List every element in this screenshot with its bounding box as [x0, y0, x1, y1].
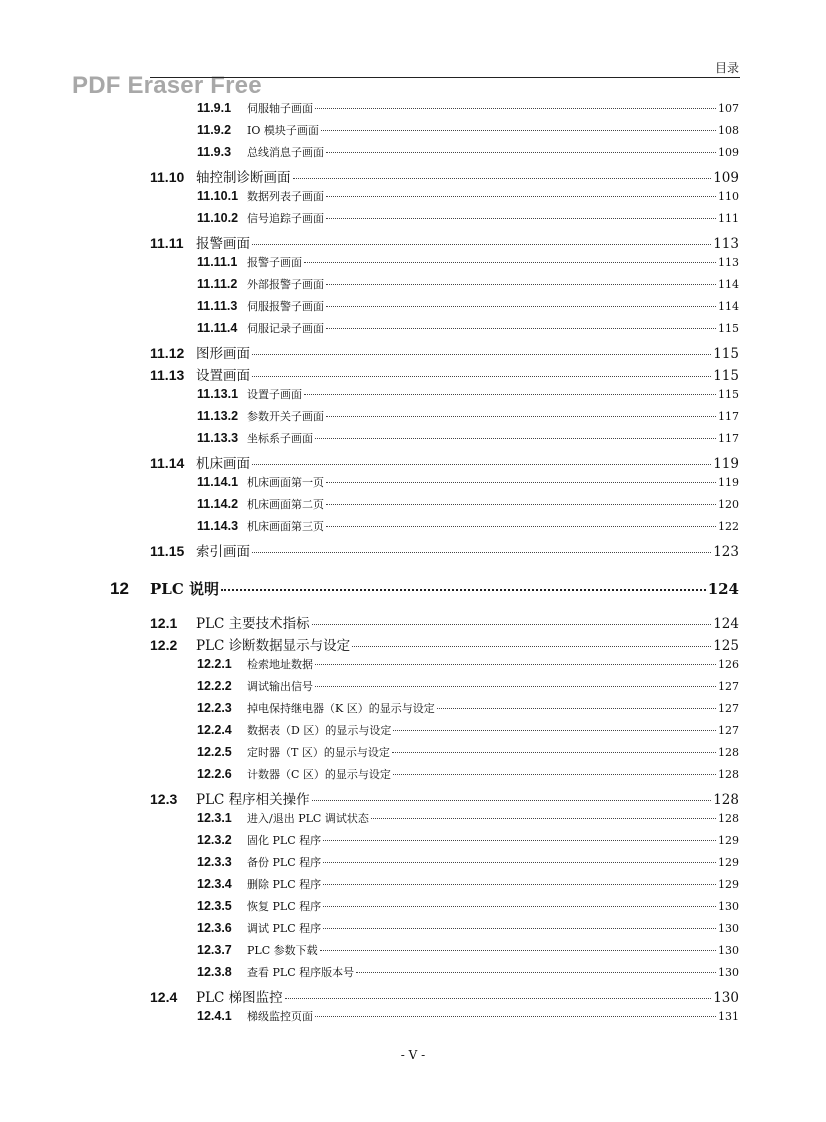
dot-leader	[326, 504, 716, 505]
toc-entry-title: PLC 主要技术指标	[196, 616, 310, 632]
toc-entry[interactable]	[197, 320, 739, 336]
toc-entry-title: PLC 梯图监控	[196, 990, 283, 1006]
dot-leader	[252, 552, 711, 553]
toc-entry[interactable]	[197, 700, 739, 716]
toc-entry[interactable]	[150, 166, 739, 186]
toc-entry[interactable]	[197, 100, 739, 116]
toc-entry[interactable]	[150, 612, 739, 632]
dot-leader	[326, 416, 716, 417]
toc-entry-title: 参数开关子画面	[247, 410, 324, 423]
toc-entry-title: 索引画面	[196, 544, 250, 560]
toc-entry-title: 设置画面	[196, 368, 250, 384]
toc-entry-page: 114	[718, 278, 739, 291]
toc-entry[interactable]	[197, 298, 739, 314]
dot-leader	[393, 730, 716, 731]
toc-entry-title: PLC 说明	[150, 580, 219, 598]
toc-entry-title: PLC 参数下载	[247, 944, 318, 957]
dot-leader	[326, 306, 716, 307]
toc-entry-number: 12.3.6	[197, 921, 232, 935]
toc-entry[interactable]	[150, 788, 739, 808]
toc-entry[interactable]	[197, 766, 739, 782]
toc-entry-title: PLC 诊断数据显示与设定	[196, 638, 351, 654]
toc-entry[interactable]	[110, 578, 739, 599]
toc-entry-number: 12.3.2	[197, 833, 232, 847]
toc-entry-title: 调试输出信号	[247, 680, 313, 693]
toc-entry-title: 机床画面第三页	[247, 520, 324, 533]
dot-leader	[437, 708, 716, 709]
toc-entry-number: 11.9.3	[197, 145, 232, 159]
toc-entry-page: 126	[718, 658, 739, 671]
toc-entry-number: 12.2.3	[197, 701, 232, 715]
toc-entry-number: 12.3.8	[197, 965, 232, 979]
header-rule	[150, 77, 740, 78]
dot-leader	[315, 1016, 716, 1017]
toc-entry-page: 130	[718, 922, 739, 935]
dot-leader	[323, 906, 716, 907]
toc-entry-title: 数据表（D 区）的显示与设定	[247, 724, 392, 737]
toc-entry-title: IO 模块子画面	[247, 124, 319, 137]
toc-entry-page: 113	[718, 256, 739, 269]
toc-entry-page: 128	[718, 812, 739, 825]
toc-entry-page: 117	[718, 410, 739, 423]
toc-entry-title: 信号追踪子画面	[247, 212, 324, 225]
dot-leader	[326, 526, 716, 527]
header-title: 目录	[714, 61, 739, 75]
toc-entry-number: 11.11.1	[197, 255, 238, 269]
toc-entry[interactable]	[197, 832, 739, 848]
toc-entry-page: 108	[718, 124, 739, 137]
toc-entry-page: 131	[718, 1010, 739, 1023]
toc-entry-page: 120	[718, 498, 739, 511]
footer-page-number: - V -	[400, 1048, 426, 1062]
toc-entry-title: 调试 PLC 程序	[247, 922, 322, 935]
toc-entry-page: 129	[718, 834, 739, 847]
toc-entry-page: 127	[718, 724, 739, 737]
toc-entry-page: 130	[713, 990, 739, 1006]
dot-leader	[252, 464, 711, 465]
toc-entry-page: 124	[707, 580, 739, 598]
toc-entry-title: 机床画面第一页	[247, 476, 324, 489]
toc-entry-number: 11.13.1	[197, 387, 239, 401]
toc-entry-number: 11.13.2	[197, 409, 239, 423]
dot-leader	[352, 646, 711, 647]
toc-entry-title: 梯级监控页面	[247, 1010, 313, 1023]
dot-leader	[326, 152, 716, 153]
toc-entry-page: 130	[718, 944, 739, 957]
toc-entry-number: 12.3.4	[197, 877, 232, 891]
toc-entry[interactable]	[150, 232, 739, 252]
dot-leader	[312, 624, 712, 625]
toc-entry[interactable]	[197, 744, 739, 760]
toc-entry-title: 报警画面	[196, 236, 250, 252]
toc-entry-number: 11.14.2	[197, 497, 239, 511]
toc-entry-title: 进入/退出 PLC 调试状态	[247, 812, 369, 825]
toc-entry-number: 12.2.2	[197, 679, 232, 693]
toc-entry-number: 11.14.1	[197, 475, 239, 489]
toc-entry-page: 127	[718, 680, 739, 693]
toc-entry-title: 伺服记录子画面	[247, 322, 324, 335]
dot-leader	[356, 972, 716, 973]
dot-leader	[323, 840, 716, 841]
toc-entry-page: 123	[713, 544, 739, 560]
toc-entry-title: 数据列表子画面	[247, 190, 324, 203]
toc-entry-number: 11.13.3	[197, 431, 239, 445]
toc-entry[interactable]	[197, 810, 739, 826]
toc-entry-number: 11.9.1	[197, 101, 232, 115]
toc-entry-title: 轴控制诊断画面	[196, 170, 291, 186]
toc-entry[interactable]	[197, 430, 739, 446]
toc-entry[interactable]	[197, 408, 739, 424]
toc-entry-title: 定时器（T 区）的显示与设定	[247, 746, 390, 759]
toc-entry-page: 128	[718, 746, 739, 759]
dot-leader	[315, 686, 716, 687]
toc-entry-page: 125	[713, 638, 739, 654]
toc-entry[interactable]	[197, 722, 739, 738]
dot-leader	[321, 130, 716, 131]
toc-entry-page: 129	[718, 856, 739, 869]
toc-entry-number: 11.11.4	[197, 321, 238, 335]
dot-leader	[312, 800, 712, 801]
toc-entry[interactable]	[197, 920, 739, 936]
dot-leader	[323, 884, 716, 885]
toc-entry[interactable]	[197, 496, 739, 512]
toc-entry-title: PLC 程序相关操作	[196, 792, 310, 808]
toc-entry[interactable]	[150, 634, 739, 654]
toc-entry[interactable]	[197, 144, 739, 160]
toc-entry[interactable]	[197, 254, 739, 270]
toc-entry-title: 检索地址数据	[247, 658, 313, 671]
dot-leader	[304, 394, 716, 395]
toc-entry[interactable]	[197, 1008, 739, 1024]
toc-entry-number: 11.15	[150, 543, 185, 559]
toc-entry-title: 计数器（C 区）的显示与设定	[247, 768, 391, 781]
toc-entry-number: 11.14	[150, 455, 185, 471]
dot-leader	[315, 108, 716, 109]
toc-entry[interactable]	[197, 210, 739, 226]
toc-entry[interactable]	[197, 942, 739, 958]
toc-entry[interactable]	[197, 898, 739, 914]
toc-entry[interactable]	[150, 342, 739, 362]
dot-leader	[323, 928, 716, 929]
toc-entry[interactable]	[197, 122, 739, 138]
toc-entry-title: 查看 PLC 程序版本号	[247, 966, 355, 979]
toc-entry[interactable]	[197, 188, 739, 204]
toc-entry[interactable]	[197, 656, 739, 672]
toc-entry-title: 坐标系子画面	[247, 432, 313, 445]
dot-leader	[326, 196, 716, 197]
toc-entry-number: 12.3.3	[197, 855, 232, 869]
toc-entry-page: 109	[713, 170, 739, 186]
dot-leader	[252, 354, 711, 355]
toc-entry-page: 111	[718, 212, 739, 225]
toc-entry-title: 总线消息子画面	[247, 146, 324, 159]
toc-entry-page: 107	[718, 102, 739, 115]
toc-entry-number: 12.4.1	[197, 1009, 232, 1023]
toc-entry-page: 113	[713, 236, 739, 252]
toc-entry-page: 115	[718, 322, 739, 335]
toc-entry-number: 12.2	[150, 637, 178, 653]
dot-leader	[315, 438, 716, 439]
dot-leader	[320, 950, 716, 951]
toc-entry-title: 设置子画面	[247, 388, 302, 401]
dot-leader	[393, 774, 716, 775]
toc-entry-number: 12.3	[150, 791, 178, 807]
dot-leader	[304, 262, 716, 263]
toc-entry-page: 115	[718, 388, 739, 401]
toc-entry-number: 12.4	[150, 989, 178, 1005]
dot-leader	[326, 328, 716, 329]
toc-entry-number: 12.2.1	[197, 657, 232, 671]
toc-entry-page: 109	[718, 146, 739, 159]
toc-entry-title: 机床画面第二页	[247, 498, 324, 511]
toc-entry-page: 128	[718, 768, 739, 781]
toc-entry-page: 130	[718, 900, 739, 913]
toc-entry-number: 12.2.5	[197, 745, 232, 759]
toc-entry-page: 130	[718, 966, 739, 979]
toc-entry-title: 机床画面	[196, 456, 250, 472]
toc-entry-number: 12.3.7	[197, 943, 232, 957]
dot-leader	[315, 664, 716, 665]
toc-entry-number: 12.3.1	[197, 811, 232, 825]
toc-entry-title: 外部报警子画面	[247, 278, 324, 291]
toc-entry[interactable]	[197, 876, 739, 892]
toc-entry-number: 12.2.4	[197, 723, 232, 737]
toc-entry-number: 12.3.5	[197, 899, 232, 913]
toc-entry-title: 恢复 PLC 程序	[247, 900, 322, 913]
toc-entry-number: 11.11.3	[197, 299, 238, 313]
toc-entry[interactable]	[150, 364, 739, 384]
dot-leader	[326, 218, 716, 219]
toc-entry-number: 11.9.2	[197, 123, 232, 137]
toc-entry-page: 124	[713, 616, 739, 632]
toc-entry-page: 119	[718, 476, 739, 489]
toc-entry-page: 127	[718, 702, 739, 715]
toc-entry[interactable]	[197, 474, 739, 490]
toc-entry-title: 删除 PLC 程序	[247, 878, 322, 891]
watermark: PDF Eraser Free	[72, 72, 262, 99]
toc-entry[interactable]	[150, 986, 739, 1006]
toc-entry-number: 11.13	[150, 367, 185, 383]
toc-entry-page: 129	[718, 878, 739, 891]
toc-entry-title: 图形画面	[196, 346, 250, 362]
toc-entry-title: 伺服轴子画面	[247, 102, 313, 115]
toc-entry[interactable]	[197, 518, 739, 534]
dot-leader	[293, 178, 712, 179]
toc-entry[interactable]	[150, 540, 739, 560]
toc-entry[interactable]	[197, 276, 739, 292]
toc-entry-page: 110	[718, 190, 739, 203]
dot-leader	[285, 998, 712, 999]
toc-entry-page: 115	[713, 346, 739, 362]
dot-leader	[392, 752, 716, 753]
toc-entry-page: 117	[718, 432, 739, 445]
toc-entry[interactable]	[197, 386, 739, 402]
toc-entry-number: 11.11	[150, 235, 184, 251]
toc-entry[interactable]	[197, 854, 739, 870]
toc-entry-number: 11.11.2	[197, 277, 238, 291]
toc-entry-title: 掉电保持继电器（K 区）的显示与设定	[247, 702, 435, 715]
toc-entry-page: 114	[718, 300, 739, 313]
toc-entry-number: 11.10.1	[197, 189, 239, 203]
toc-entry[interactable]	[150, 452, 739, 472]
toc-entry-number: 11.10.2	[197, 211, 239, 225]
toc-entry-number: 12.2.6	[197, 767, 232, 781]
toc-entry-title: 备份 PLC 程序	[247, 856, 322, 869]
toc-entry-number: 11.12	[150, 345, 185, 361]
toc-entry-number: 12.1	[150, 615, 178, 631]
toc-entry[interactable]	[197, 678, 739, 694]
toc-entry[interactable]	[197, 964, 739, 980]
dot-leader	[326, 482, 716, 483]
toc-entry-page: 128	[713, 792, 739, 808]
toc-entry-title: 伺服报警子画面	[247, 300, 324, 313]
dot-leader	[252, 244, 711, 245]
toc-entry-page: 115	[713, 368, 739, 384]
toc-entry-number: 11.10	[150, 169, 185, 185]
toc-entry-title: 报警子画面	[247, 256, 302, 269]
toc-entry-number: 11.14.3	[197, 519, 239, 533]
toc-entry-title: 固化 PLC 程序	[247, 834, 322, 847]
dot-leader	[221, 589, 706, 591]
toc-entry-page: 119	[713, 456, 739, 472]
dot-leader	[252, 376, 711, 377]
toc-entry-page: 122	[718, 520, 739, 533]
dot-leader	[371, 818, 716, 819]
dot-leader	[326, 284, 716, 285]
toc-entry-number: 12	[110, 579, 129, 598]
dot-leader	[323, 862, 716, 863]
